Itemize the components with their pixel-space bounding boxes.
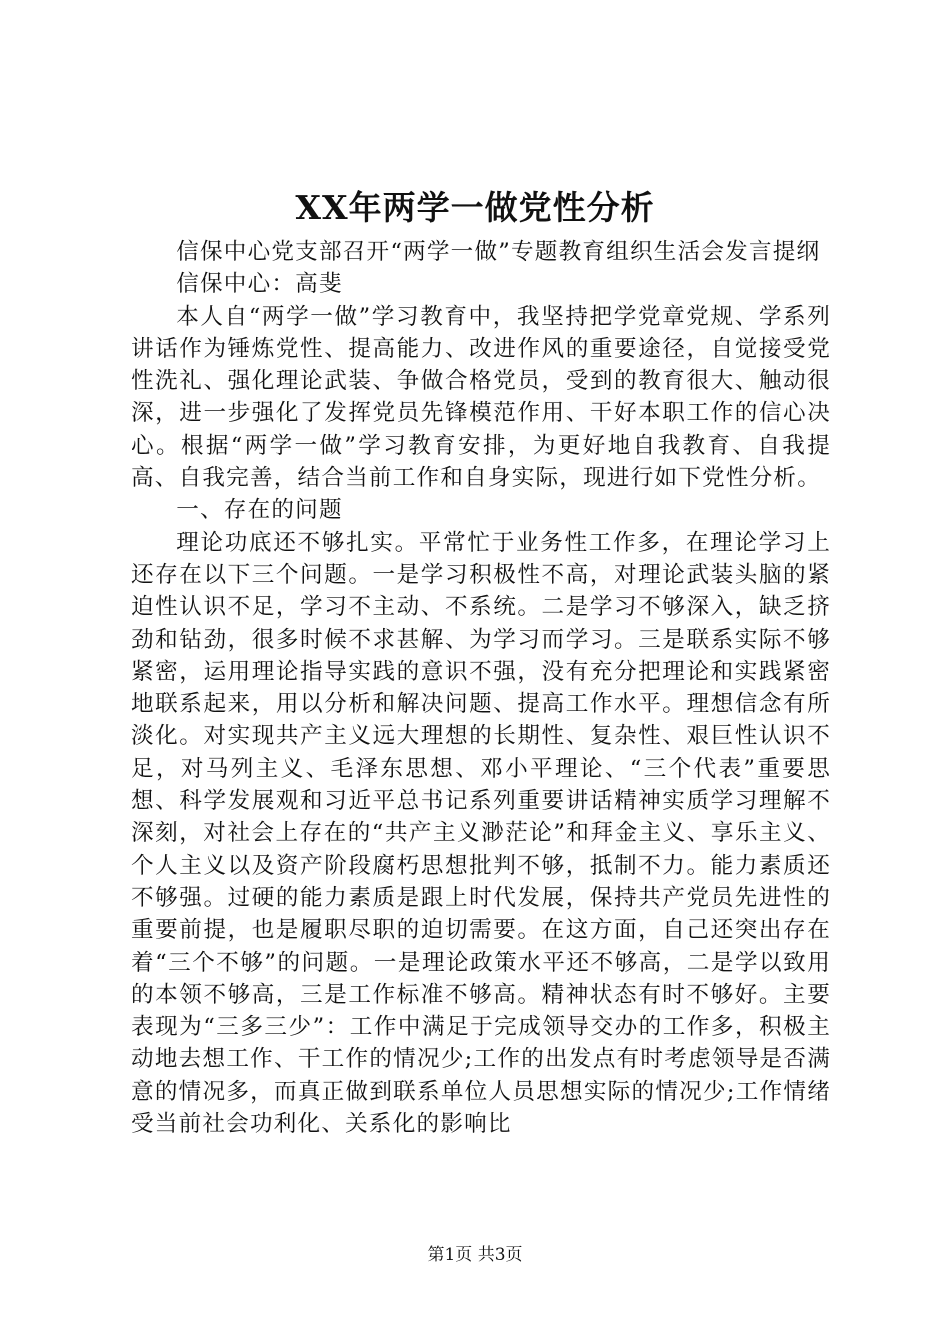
- paragraph-problems-detail: 理论功底还不够扎实。平常忙于业务性工作多，在理论学习上还存在以下三个问题。一是学习积极性不高，对理论武装头脑的紧迫性认识不足，学习不主动、不系统。二是学习不够深入，缺乏挤劲和钻劲，很多时候不求甚解、为学习而学习。三是联系实际不够紧密，运用理论指导实践的意识不强，没有充分把理论和实践紧密地联系起来，用以分析和解决问题、提高工作水平。理想信念有所淡化。对实现共产主义远大理想的长期性、复杂性、艰巨性认识不足，对马列主义、毛泽东思想、邓小平理论、“三个代表”重要思想、科学发展观和习近平总书记系列重要讲话精神实质学习理解不深刻，对社会上存在的“共产主义渺茫论”和拜金主义、享乐主义、个人主义以及资产阶段腐朽思想批判不够，抵制不力。能力素质还不够强。过硬的能力素质是跟上时代发展，保持共产党员先进性的重要前提，也是履职尽职的迫切需要。在这方面，自己还突出存在着“三个不够”的问题。一是理论政策水平还不够高，二是学以致用的本领不够高，三是工作标准不够高。精神状态有时不够好。主要表现为“三多三少”：工作中满足于完成领导交办的工作多，积极主动地去想工作、干工作的情况少;工作的出发点有时考虑领导是否满意的情况多，而真正做到联系单位人员思想实际的情况少;工作情绪受当前社会功利化、关系化的影响比: [131, 529, 831, 1138]
- section-heading-problems: 一、存在的问题: [176, 497, 343, 524]
- document-body: [131, 236, 831, 1140]
- paragraph-author-line: 信保中心：高斐: [176, 271, 343, 298]
- page-number-footer: 第1页 共3页: [427, 1245, 523, 1265]
- paragraph-meeting-heading: 信保中心党支部召开“两学一做”专题教育组织生活会发言提纲: [176, 239, 821, 265]
- document-title: XX年两学一做党性分析: [295, 188, 655, 227]
- paragraph-introduction: 本人自“两学一做”学习教育中，我坚持把学党章党规、学系列讲话作为锤炼党性、提高能力、改进作风的重要途径，自觉接受党性洗礼、强化理论武装、争做合格党员，受到的教育很大、触动很深，进一步强化了发挥党员先锋模范作用、干好本职工作的信心决心。根据“两学一做”学习教育安排，为更好地自我教育、自我提高、自我完善，结合当前工作和自身实际，现进行如下党性分析。: [131, 303, 831, 492]
